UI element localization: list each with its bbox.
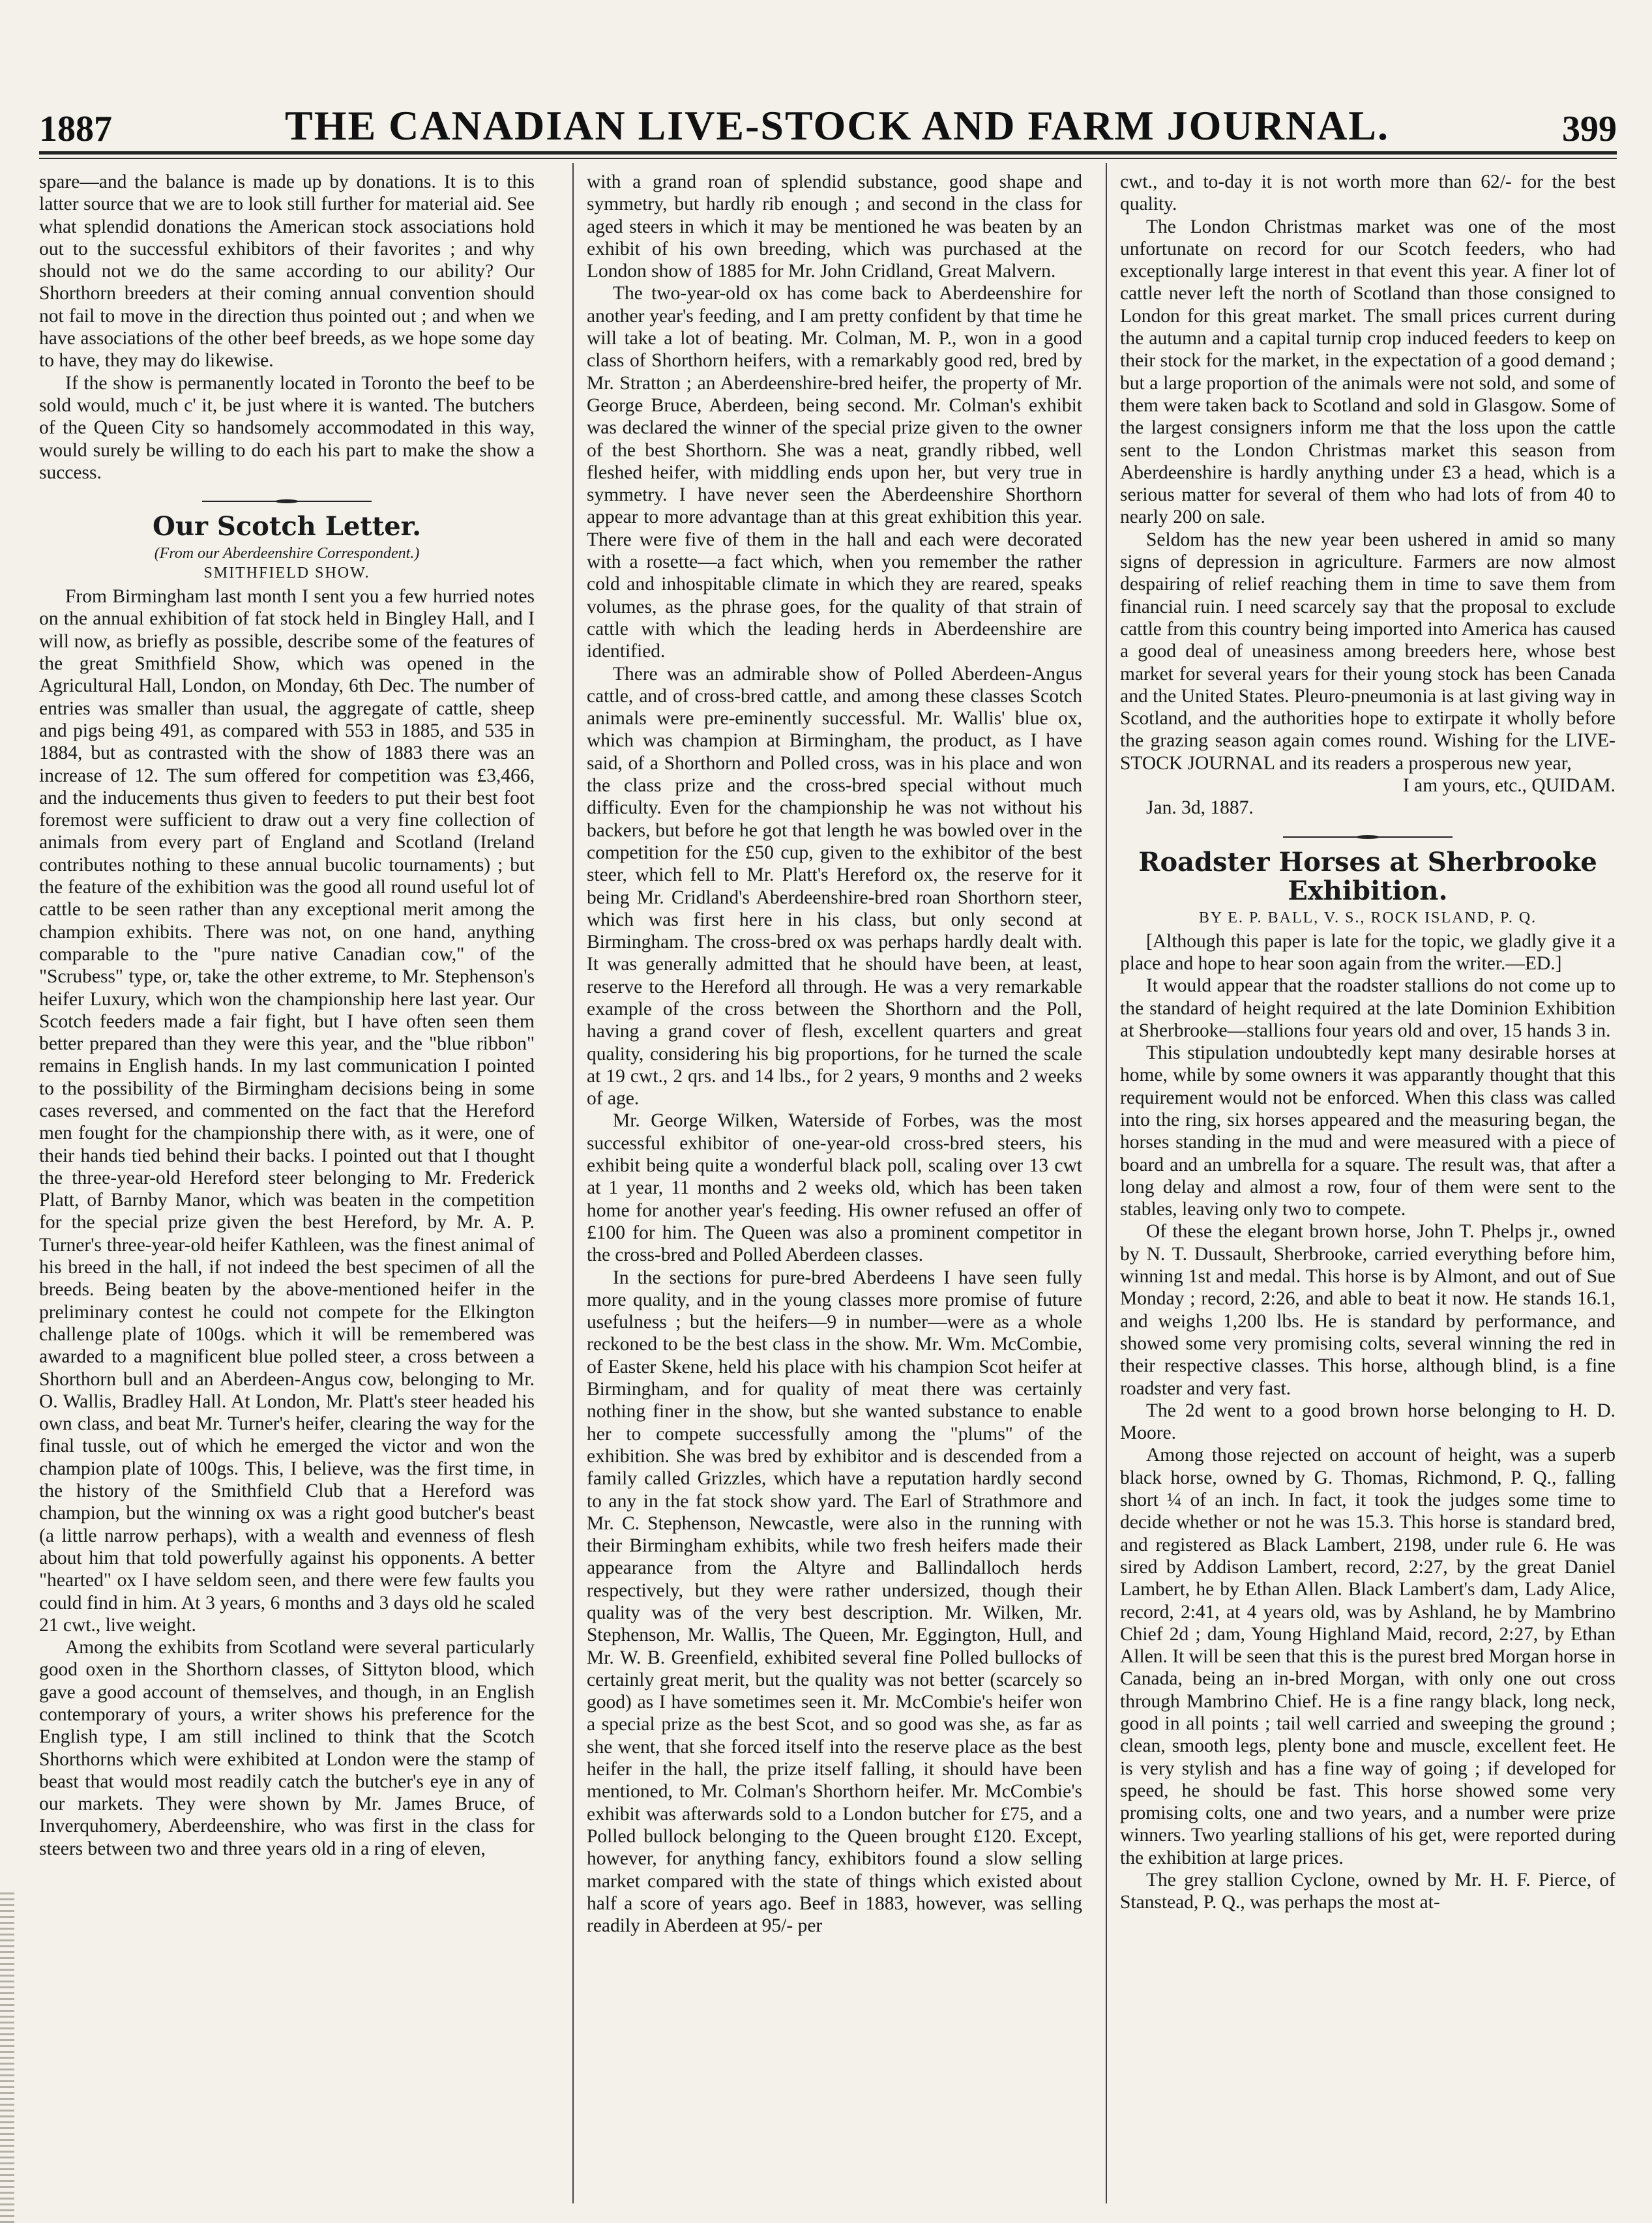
masthead-rule-thin	[39, 158, 1617, 159]
page-number: 399	[1562, 109, 1617, 149]
column-3	[1120, 171, 1615, 2205]
paragraph: It would appear that the roadster stallions do not come up to the standard of height required at the late Dominion Exhibition at Sherbrooke—stallions four years old and over, 15 hands 3 in.	[1120, 975, 1615, 1041]
article-subtitle: (From our Aberdeenshire Correspondent.)	[154, 545, 420, 563]
paragraph: spare—and the balance is made up by donations. It is to this latter source that we are to look still further for material aid. See what splendid donations the American stock associations hold out to the successful exhibitors of their favorites ; and why should not we do the same according to our ability? Our Shorthorn breeders at their coming annual convention should not fail to move in the direction thus pointed out ; and when we have associations of the other beef breeds, as we hope some day to have, they may do likewise.	[39, 171, 535, 372]
paragraph: The London Christmas market was one of the most unfortunate on record for our Scotch feeders, who had exceptionally large interest in that event this year. A finer lot of cattle never left the north of Scotland than those consigned to London for this great market. The small prices current during the autumn and a capital turnip crop induced feeders to keep on their stock for the market, in the expectation of a good demand ; but a large proportion of the animals were not sold, and some of them were taken back to Scotland and sold in Glasgow. Some of the largest consigners inform me that the loss upon the cattle sent to the London Christmas market this season from Aberdeenshire is hardly anything under £3 a head, which is a serious matter for several of them who had lots of from 40 to nearly 200 on sale.	[1120, 216, 1615, 528]
paragraph: In the sections for pure-bred Aberdeens I have seen fully more quality, and in the young classes more promise of future usefulness ; but the heifers—9 in number—were as a whole reckoned to be the best class in the show. Mr. Wm. McCombie, of Easter Skene, held his place with his champion Scot heifer at Birmingham, and for quality of meat there was certainly nothing finer in the show, but she wanted substance to enable her to compete successfully among the "plums" of the exhibition. She was bred by exhibitor and is descended from a family called Grizzles, which have a reputation hardly second to any in the fat stock show yard. The Earl of Strathmore and Mr. C. Stephenson, Newcastle, were also in the running with their Birmingham exhibits, while two fresh heifers made their appearance from the Altyre and Ballindalloch herds respectively, but they were rather undersized, though their quality was of the very best description. Mr. Wilken, Mr. Stephenson, Mr. Wallis, The Queen, Mr. Eggington, Hull, and Mr. W. B. Greenfield, exhibited several fine Polled bullocks of certainly great merit, but the quality was not better (scarcely so good) as I have sometimes seen it. Mr. McCombie's heifer won a special prize as the best Scot, and so good was she, as far as she went, that she forced itself into the reserve place as the best heifer in the hall, the prize itself falling, it should have been mentioned, to Mr. Colman's Shorthorn heifer. Mr. McCombie's exhibit was afterwards sold to a London butcher for £75, and a Polled bullock belonging to the Queen brought £120. Except, however, for anything fancy, exhibitors found a slow selling market compared with the state of things which existed about half a score of years ago. Beef in 1883, however, was selling readily in Aberdeen at 95/- per	[587, 1267, 1082, 1937]
paragraph: The 2d went to a good brown horse belonging to H. D. Moore.	[1120, 1400, 1615, 1444]
paragraph: The two-year-old ox has come back to Aberdeenshire for another year's feeding, and I am pretty confident by that time he will take a lot of beating. Mr. Colman, M. P., won in a good class of Shorthorn heifers, with a remarkably good red, bred by Mr. Stratton ; an Aberdeenshire-bred heifer, the property of Mr. George Bruce, Aberdeen, being second. Mr. Colman's exhibit was declared the winner of the special prize given to the owner of the best Shorthorn. She was a neat, grandly ribbed, well fleshed heifer, with middling ends upon her, but very true in symmetry. I have never seen the Aberdeenshire Shorthorn appear to more advantage than at this great exhibition this year. There were five of them in the hall and each were decorated with a rosette—a fact which, when you remember the rather cold and inhospitable climate in which they are reared, speaks volumes, as the phrase goes, for the quality of that strain of cattle with which the leading herds in Aberdeenshire are identified.	[587, 283, 1082, 662]
paragraph: The grey stallion Cyclone, owned by Mr. H. F. Pierce, of Stanstead, P. Q., was perhaps the most at-	[1120, 1870, 1615, 1913]
paragraph: Seldom has the new year been ushered in amid so many signs of depression in agriculture. Farmers are now almost despairing of relief reaching them in time to save them from financial ruin. I need scarcely say that the proposal to exclude cattle from this country being imported into America has caused a good deal of uneasiness among breeders here, whose best market for several years for their young stock has been Canada and the United States. Pleuro-pneumonia is at last giving way in Scotland, and the authorities hope to extirpate it wholly before the grazing season again comes round. Wishing for the LIVE-STOCK JOURNAL and its readers a prosperous new year,	[1120, 529, 1615, 774]
journal-title: THE CANADIAN LIVE-STOCK AND FARM JOURNAL.	[285, 102, 1389, 149]
letter-date: Jan. 3d, 1887.	[1146, 797, 1254, 819]
paragraph: with a grand roan of splendid substance, good shape and symmetry, but hardly rib enough ; and second in the class for aged steers in which it may be mentioned he was beaten by an exhibit of his own breeding, which was purchased at the London show of 1885 for Mr. John Cridland, Great Malvern.	[587, 171, 1082, 282]
issue-year: 1887	[39, 109, 112, 149]
column-divider	[572, 163, 574, 2203]
article-title: Roadster Horses at Sherbrooke Exhibition.	[1138, 846, 1597, 906]
paragraph: Among the exhibits from Scotland were several particularly good oxen in the Shorthorn classes, of Sittyton blood, which gave a good account of themselves, and though, in an English contemporary of yours, a writer shows his preference for the English type, I am still inclined to think that the Scotch Shorthorns which were exhibited at London were the stamp of beast that would most readily catch the butcher's eye in any of our markets. They were shown by Mr. James Bruce, of Inverquhomery, Aberdeenshire, who was first in the class for steers between two and three years old in a ring of eleven,	[39, 1637, 535, 1859]
article-title: Our Scotch Letter.	[153, 511, 421, 542]
column-1	[39, 171, 535, 2205]
column-2	[587, 171, 1082, 2205]
paragraph: Among those rejected on account of height, was a superb black horse, owned by G. Thomas, Richmond, P. Q., falling short ¼ of an inch. In fact, it took the judges some time to decide whether or not he was 15.3. This horse is standard bred, and registered as Black Lambert, 2198, under rule 6. He was sired by Addison Lambert, record, 2:27, by the great Daniel Lambert, he by Ethan Allen. Black Lambert's dam, Lady Alice, record, 2:41, at 4 years old, was by Ashland, he by Mambrino Chief 2d ; dam, Young Highland Maid, record, 2:27, by Ethan Allen. It will be seen that this is the purest bred Morgan horse in Canada, being an in-bred Morgan, with only one out cross through Mambrino Chief. He is a fine rangy black, long neck, good in all points ; tail well carried and sweeping the ground ; clean, smooth legs, plenty bone and muscle, excellent feet. He is very stylish and has a fine way of going ; if developed for speed, he should be fast. This horse showed some very promising colts, one and two years, and a number were prize winners. Two yearling stallions of his get, were reported during the exhibition at large prices.	[1120, 1445, 1615, 1868]
paragraph: From Birmingham last month I sent you a few hurried notes on the annual exhibition of fat stock held in Bingley Hall, and I will now, as briefly as possible, describe some of the features of the great Smithfield Show, which was opened in the Agricultural Hall, London, on Monday, 6th Dec. The number of entries was smaller than usual, the aggregate of cattle, sheep and pigs being 491, as compared with 553 in 1885, and 535 in 1884, but as contrasted with the show of 1883 there was an increase of 12. The sum offered for competition was £3,466, and the inducements thus given to feeders to put their best foot foremost were sufficient to draw out a very fine collection of animals from every part of England and Scotland (Ireland contributes nothing to these annual bucolic tournaments) ; but the feature of the exhibition was the good all round useful lot of cattle to be seen rather than any exceptional merit among the champion exhibits. There was not, on one hand, anything comparable to the "pure native Canadian cow," of the "Scrubess" type, or, take the other extreme, to Mr. Stephenson's heifer Luxury, which won the championship here last year. Our Scotch feeders made a fair fight, but I have often seen them better prepared than they were this year, and the "blue ribbon" remains in English hands. In my last communication I pointed to the possibility of the Birmingham decisions being in some cases reversed, and commented on the fact that the Hereford men fought for the championship there with, as it were, one of their hands tied behind their backs. I pointed out that I thought the three-year-old Hereford steer belonging to Mr. Frederick Platt, of Barnby Manor, which was beaten in the competition for the special prize given the best Hereford, by Mr. A. P. Turner's three-year-old heifer Kathleen, was the finest animal of his breed in the hall, if not indeed the best specimen of all the breeds. Being beaten by the above-mentioned heifer in the preliminary contest he could not compete for the Elkington challenge plate of 100gs. which it will be remembered was awarded to a magnificent blue polled steer, a cross between a Shorthorn bull and an Aberdeen-Angus cow, belonging to Mr. O. Wallis, Bradley Hall. At London, Mr. Platt's steer headed his own class, and beat Mr. Turner's heifer, clearing the way for the final tussle, out of which he emerged the victor and won the champion plate of 100gs. This, I believe, was the first time, in the history of the Smithfield Club that a Hereford was champion, but the winning ox was a right good butcher's beast (a little narrow perhaps), with a wealth and evenness of flesh about him that told powerfully against his opponents. A better "hearted" ox I have seldom seen, and there were few faults you could find in him. At 3 years, 6 months and 3 days old he scaled 21 cwt., live weight.	[39, 586, 535, 1636]
section-label: SMITHFIELD SHOW.	[203, 565, 370, 582]
paragraph: cwt., and to-day it is not worth more than 62/- for the best quality.	[1120, 171, 1615, 215]
editor-note: [Although this paper is late for the topic, we gladly give it a place and hope to hear soon again from the writer.—ED.]	[1120, 930, 1615, 974]
masthead	[39, 91, 1617, 150]
binding-edge	[0, 1891, 14, 2223]
byline: BY E. P. BALL, V. S., ROCK ISLAND, P. Q.	[1198, 909, 1537, 926]
paragraph: If the show is permanently located in Toronto the beef to be sold would, much c' it, be just where it is wanted. The butchers of the Queen City so handsomely accommodated in this way, would surely be willing to do each his part to make the show a success.	[39, 372, 535, 483]
section-divider	[1283, 835, 1453, 839]
paragraph: This stipulation undoubtedly kept many desirable horses at home, while by some owners it was apparantly thought that this requirement would not be enforced. When this class was called into the ring, six horses appeared and the measuring began, the horses standing in the mud and were measured with a piece of board and an umbrella for a square. The result was, that after a long delay and almost a row, four of them were sent to the stables, leaving only two to compete.	[1120, 1042, 1615, 1220]
masthead-rule	[39, 151, 1617, 155]
paragraph: Of these the elegant brown horse, John T. Phelps jr., owned by N. T. Dussault, Sherbrooke, carried everything before him, winning 1st and medal. This horse is by Almont, and out of Sue Monday ; record, 2:26, and able to beat it now. He stands 16.1, and weighs 1,200 lbs. He is standard by performance, and showed some very promising colts, several winning the red in their respective classes. This horse, although blind, is a fine roadster and very fast.	[1120, 1221, 1615, 1399]
column-divider	[1106, 163, 1107, 2203]
paragraph: Mr. George Wilken, Waterside of Forbes, was the most successful exhibitor of one-year-old cross-bred steers, his exhibit being quite a wonderful black poll, scaling over 13 cwt at 1 year, 11 months and 2 weeks old, which has been taken home for another year's feeding. His owner refused an offer of £100 for him. The Queen was also a prominent competitor in the cross-bred and Polled Aberdeen classes.	[587, 1110, 1082, 1266]
signature: I am yours, etc., QUIDAM.	[1402, 775, 1615, 797]
paragraph: There was an admirable show of Polled Aberdeen-Angus cattle, and of cross-bred cattle, and among these classes Scotch animals were pre-eminently successful. Mr. Wallis' blue ox, which was champion at Birmingham, the product, as I have said, of a Shorthorn and Polled cross, was in his place and won the class prize and the cross-bred special without much difficulty. Even for the championship he was not without his backers, but before he got that length he was bowled over in the competition for the £50 cup, given to the exhibitor of the best steer, which fell to Mr. Platt's Hereford ox, the reserve for it being Mr. Cridland's Aberdeenshire-bred roan Shorthorn steer, which was first here in his class, but only second at Birmingham. The cross-bred ox was perhaps hardly dealt with. It was generally admitted that he should have been, at least, reserve to the Hereford all through. He was a very remarkable example of the cross between the Shorthorn and the Poll, having a grand cover of flesh, excellent quarters and great quality, considering his big proportions, for he turned the scale at 19 cwt., 2 qrs. and 14 lbs., for 2 years, 9 months and 2 weeks of age.	[587, 663, 1082, 1110]
section-divider	[202, 499, 372, 503]
